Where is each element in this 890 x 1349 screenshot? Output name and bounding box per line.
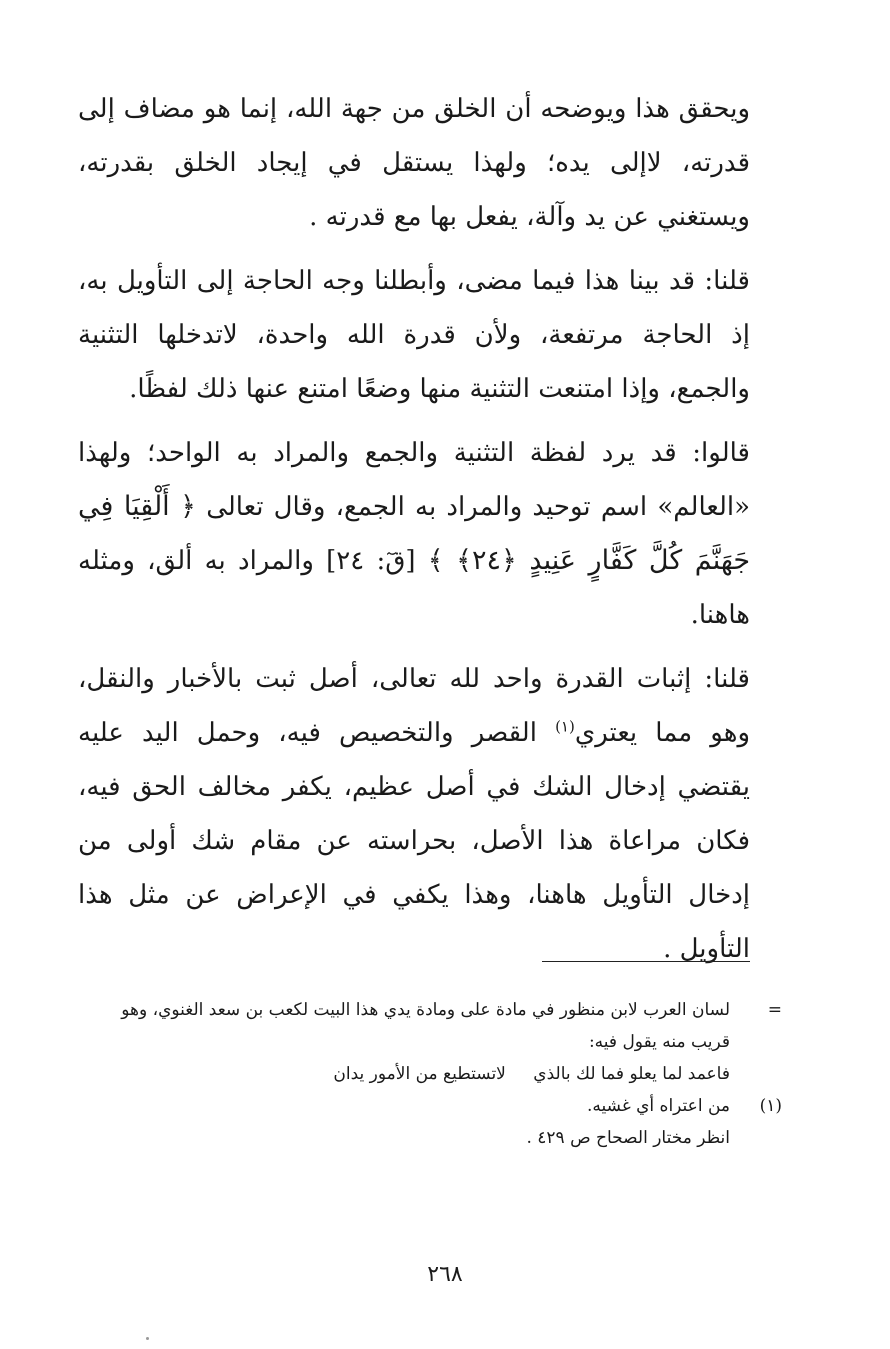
paragraph-3-text-b: [قٓ: ٢٤] والمراد به ألق، ومثله هاهنا.: [78, 546, 750, 630]
footnote-1-source: [80, 1122, 780, 1154]
verse-hemistich-1: فاعمد لما يعلو فما لك بالذي: [533, 1064, 730, 1084]
continuation-text: لسان العرب لابن منظور في مادة على ومادة يدي هذا البيت لكعب بن سعد الغنوي، وهو قريب منه يقول فيه:: [121, 1000, 730, 1052]
page-number: ٢٦٨: [427, 1262, 463, 1287]
footnote-separator: [542, 961, 750, 962]
paragraph-3-text-a: قالوا: قد يرد لفظة التثنية والجمع والمراد به الواحد؛ ولهذا «العالم» اسم توحيد والمراد به الجمع، وقال تعالى: [78, 438, 750, 522]
quran-verse: ﴿ أَلْقِيَا فِي جَهَنَّمَ كُلَّ كَفَّارٍ عَنِيدٍ ﴿٢٤﴾ ﴾: [78, 491, 751, 576]
paragraph-1-text: ويحقق هذا ويوضحه أن الخلق من جهة الله، إنما هو مضاف إلى قدرته، لاإلى يده؛ ولهذا يستقل في إيجاد الخلق بقدرته، ويستغني عن يد وآلة، يفعل بها مع قدرته .: [78, 94, 750, 232]
footnote-1-marker: (١): [759, 1096, 782, 1116]
paragraph-2-text: قلنا: قد بينا هذا فيما مضى، وأبطلنا وجه الحاجة إلى التأويل به، إذ الحاجة مرتفعة، ولأن قدرة الله واحدة، لاتدخلها التثنية والجمع، وإذا امتنعت التثنية منها وضعًا امتنع عنها ذلك لفظًا.: [78, 266, 750, 404]
footnote-1: [80, 1090, 780, 1122]
paragraph-4: [78, 652, 750, 976]
footnote-continuation: [80, 994, 780, 1058]
poetry-verse: [80, 1058, 780, 1090]
main-text: [78, 82, 750, 988]
footnote-reference-1[interactable]: (١): [555, 717, 575, 736]
scan-speck: [146, 1337, 149, 1340]
paragraph-4-text-a: قلنا: إثبات القدرة واحد لله تعالى، أصل ثبت بالأخبار والنقل، وهو مما يعتري: [78, 664, 751, 748]
paragraph-4-text-b: القصر والتخصيص فيه، وحمل اليد عليه يقتضي إدخال الشك في أصل عظيم، يكفر مخالف الحق فيه، فكان مراعاة هذا الأصل، بحراسته عن مقام شك أولى من إدخال التأويل هاهنا، وهذا يكفي في الإعراض عن مثل هذا التأويل .: [78, 718, 750, 964]
paragraph-2: [78, 254, 750, 416]
paragraph-3: [78, 426, 750, 642]
footnote-1-source-text: انظر مختار الصحاح ص ٤٢٩ .: [526, 1128, 730, 1148]
verse-hemistich-2: لاتستطيع من الأمور يدان: [333, 1064, 506, 1084]
paragraph-1: [78, 82, 750, 244]
footnote-1-text: من اعتراه أي غشيه.: [587, 1096, 730, 1116]
continuation-marker: =: [767, 1000, 782, 1020]
footnotes: [80, 994, 780, 1154]
